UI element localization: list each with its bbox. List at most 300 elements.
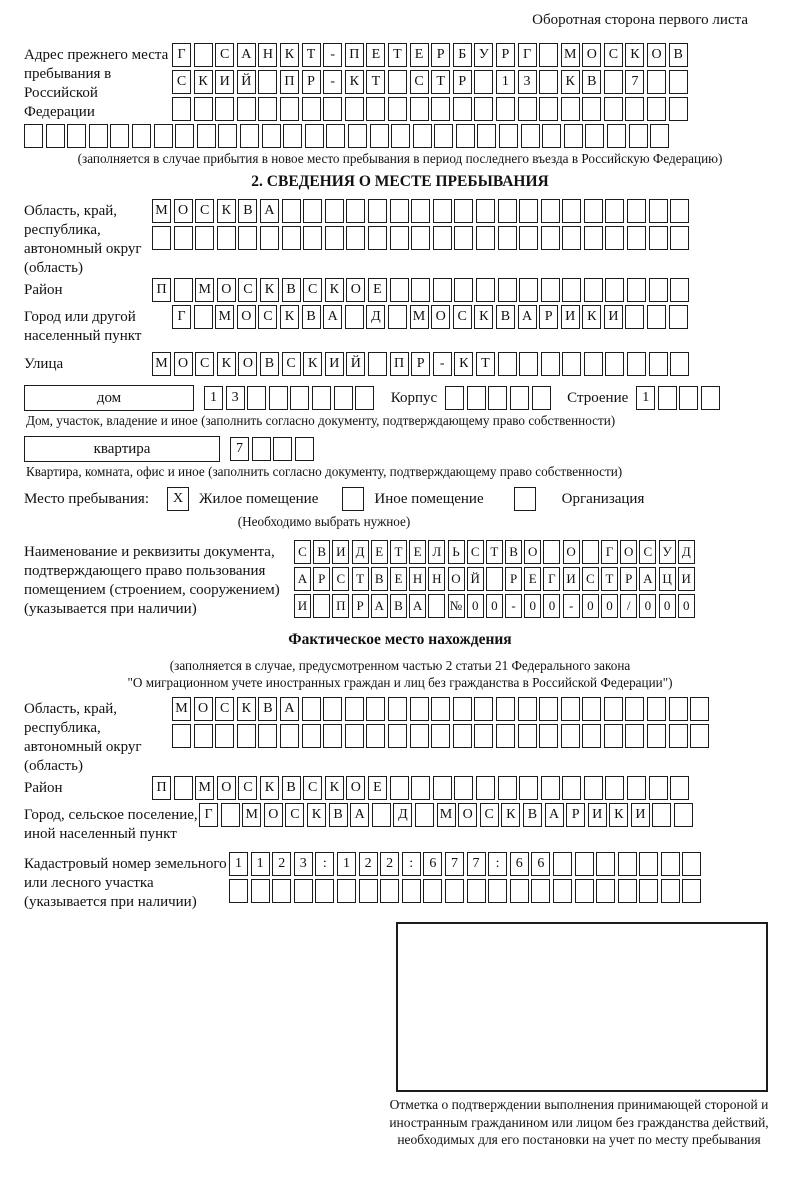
char-cell[interactable]: [313, 594, 330, 618]
char-cell[interactable]: М: [561, 43, 580, 67]
char-cell[interactable]: [627, 199, 646, 223]
char-cell[interactable]: В: [313, 540, 330, 564]
char-cell[interactable]: [453, 724, 472, 748]
char-cell[interactable]: [370, 124, 389, 148]
char-cell[interactable]: [388, 305, 407, 329]
char-cell[interactable]: [402, 879, 421, 903]
char-cell[interactable]: [669, 724, 688, 748]
char-cell[interactable]: [431, 97, 450, 121]
char-cell[interactable]: [498, 199, 517, 223]
char-cell[interactable]: [366, 697, 385, 721]
char-cell[interactable]: П: [390, 352, 409, 376]
char-cell[interactable]: [132, 124, 151, 148]
char-cell[interactable]: [649, 352, 668, 376]
char-cell[interactable]: [194, 305, 213, 329]
char-cell[interactable]: А: [280, 697, 299, 721]
char-cell[interactable]: [562, 352, 581, 376]
char-cell[interactable]: [194, 724, 213, 748]
char-cell[interactable]: [670, 278, 689, 302]
char-cell[interactable]: [650, 124, 669, 148]
char-cell[interactable]: [348, 124, 367, 148]
char-cell[interactable]: [294, 879, 313, 903]
char-cell[interactable]: О: [524, 540, 541, 564]
char-cell[interactable]: :: [315, 852, 334, 876]
char-cell[interactable]: [67, 124, 86, 148]
char-cell[interactable]: [194, 43, 213, 67]
char-cell[interactable]: С: [258, 305, 277, 329]
char-cell[interactable]: [411, 199, 430, 223]
char-cell[interactable]: П: [345, 43, 364, 67]
char-cell[interactable]: [303, 226, 322, 250]
char-cell[interactable]: [661, 879, 680, 903]
char-cell[interactable]: [410, 97, 429, 121]
char-cell[interactable]: [260, 226, 279, 250]
char-cell[interactable]: [282, 199, 301, 223]
char-cell[interactable]: [372, 803, 391, 827]
char-cell[interactable]: О: [448, 567, 465, 591]
char-cell[interactable]: [434, 124, 453, 148]
char-cell[interactable]: [445, 879, 464, 903]
char-cell[interactable]: [539, 724, 558, 748]
char-cell[interactable]: [498, 226, 517, 250]
char-cell[interactable]: [390, 776, 409, 800]
char-cell[interactable]: [273, 437, 292, 461]
char-cell[interactable]: [221, 803, 240, 827]
char-cell[interactable]: К: [561, 70, 580, 94]
char-cell[interactable]: С: [294, 540, 311, 564]
char-cell[interactable]: -: [563, 594, 580, 618]
char-cell[interactable]: -: [505, 594, 522, 618]
char-cell[interactable]: [238, 226, 257, 250]
char-cell[interactable]: [584, 199, 603, 223]
char-cell[interactable]: [670, 199, 689, 223]
checkbox-other-premises[interactable]: [342, 487, 364, 511]
char-cell[interactable]: [258, 97, 277, 121]
char-cell[interactable]: Р: [302, 70, 321, 94]
char-cell[interactable]: [553, 879, 572, 903]
char-cell[interactable]: В: [669, 43, 688, 67]
char-cell[interactable]: [477, 124, 496, 148]
char-cell[interactable]: К: [582, 305, 601, 329]
char-cell[interactable]: [496, 697, 515, 721]
char-cell[interactable]: [411, 776, 430, 800]
char-cell[interactable]: -: [323, 70, 342, 94]
char-cell[interactable]: [24, 124, 43, 148]
char-cell[interactable]: 2: [272, 852, 291, 876]
char-cell[interactable]: Т: [601, 567, 618, 591]
char-cell[interactable]: [388, 70, 407, 94]
char-cell[interactable]: [510, 386, 529, 410]
char-cell[interactable]: [618, 879, 637, 903]
char-cell[interactable]: [543, 540, 560, 564]
char-cell[interactable]: В: [329, 803, 348, 827]
char-cell[interactable]: Т: [366, 70, 385, 94]
char-cell[interactable]: С: [582, 567, 599, 591]
char-cell[interactable]: К: [237, 697, 256, 721]
char-cell[interactable]: [670, 226, 689, 250]
char-cell[interactable]: [625, 305, 644, 329]
char-cell[interactable]: В: [496, 305, 515, 329]
char-cell[interactable]: [604, 724, 623, 748]
char-cell[interactable]: 1: [496, 70, 515, 94]
char-cell[interactable]: [323, 697, 342, 721]
char-cell[interactable]: [486, 567, 503, 591]
char-cell[interactable]: С: [238, 776, 257, 800]
char-cell[interactable]: [541, 776, 560, 800]
char-cell[interactable]: [423, 879, 442, 903]
char-cell[interactable]: Г: [601, 540, 618, 564]
char-cell[interactable]: [46, 124, 65, 148]
char-cell[interactable]: К: [303, 352, 322, 376]
char-cell[interactable]: О: [238, 352, 257, 376]
char-cell[interactable]: [258, 70, 277, 94]
char-cell[interactable]: :: [402, 852, 421, 876]
char-cell[interactable]: [584, 352, 603, 376]
char-cell[interactable]: [669, 697, 688, 721]
char-cell[interactable]: 6: [423, 852, 442, 876]
char-cell[interactable]: [215, 97, 234, 121]
char-cell[interactable]: [474, 70, 493, 94]
char-cell[interactable]: [682, 879, 701, 903]
char-cell[interactable]: С: [604, 43, 623, 67]
char-cell[interactable]: 0: [582, 594, 599, 618]
char-cell[interactable]: [627, 352, 646, 376]
char-cell[interactable]: [303, 199, 322, 223]
char-cell[interactable]: О: [563, 540, 580, 564]
checkbox-organization[interactable]: [514, 487, 536, 511]
char-cell[interactable]: И: [588, 803, 607, 827]
char-cell[interactable]: [247, 386, 266, 410]
char-cell[interactable]: [476, 199, 495, 223]
char-cell[interactable]: [388, 697, 407, 721]
char-cell[interactable]: [345, 97, 364, 121]
char-cell[interactable]: [325, 199, 344, 223]
char-cell[interactable]: В: [238, 199, 257, 223]
char-cell[interactable]: С: [410, 70, 429, 94]
char-cell[interactable]: [388, 724, 407, 748]
char-cell[interactable]: [456, 124, 475, 148]
char-cell[interactable]: /: [620, 594, 637, 618]
char-cell[interactable]: [674, 803, 693, 827]
char-cell[interactable]: К: [474, 305, 493, 329]
char-cell[interactable]: [390, 278, 409, 302]
char-cell[interactable]: [453, 97, 472, 121]
char-cell[interactable]: Т: [476, 352, 495, 376]
char-cell[interactable]: [431, 697, 450, 721]
char-cell[interactable]: О: [264, 803, 283, 827]
char-cell[interactable]: [237, 97, 256, 121]
char-cell[interactable]: [605, 226, 624, 250]
char-cell[interactable]: [539, 97, 558, 121]
char-cell[interactable]: А: [237, 43, 256, 67]
char-cell[interactable]: [476, 776, 495, 800]
char-cell[interactable]: [337, 879, 356, 903]
char-cell[interactable]: [564, 124, 583, 148]
char-cell[interactable]: [428, 594, 445, 618]
char-cell[interactable]: [539, 70, 558, 94]
char-cell[interactable]: [390, 199, 409, 223]
char-cell[interactable]: В: [523, 803, 542, 827]
char-cell[interactable]: М: [152, 199, 171, 223]
char-cell[interactable]: П: [332, 594, 349, 618]
char-cell[interactable]: [295, 437, 314, 461]
char-cell[interactable]: [607, 124, 626, 148]
char-cell[interactable]: [194, 97, 213, 121]
char-cell[interactable]: [262, 124, 281, 148]
char-cell[interactable]: [539, 697, 558, 721]
char-cell[interactable]: Д: [366, 305, 385, 329]
char-cell[interactable]: К: [625, 43, 644, 67]
char-cell[interactable]: У: [474, 43, 493, 67]
char-cell[interactable]: [410, 697, 429, 721]
char-cell[interactable]: [661, 852, 680, 876]
char-cell[interactable]: [280, 724, 299, 748]
char-cell[interactable]: [474, 97, 493, 121]
char-cell[interactable]: [172, 97, 191, 121]
char-cell[interactable]: [345, 724, 364, 748]
char-cell[interactable]: 7: [445, 852, 464, 876]
char-cell[interactable]: О: [174, 199, 193, 223]
char-cell[interactable]: Ь: [448, 540, 465, 564]
char-cell[interactable]: П: [152, 278, 171, 302]
char-cell[interactable]: С: [172, 70, 191, 94]
char-cell[interactable]: [467, 879, 486, 903]
char-cell[interactable]: [605, 199, 624, 223]
char-cell[interactable]: [368, 199, 387, 223]
char-cell[interactable]: О: [194, 697, 213, 721]
char-cell[interactable]: С: [467, 540, 484, 564]
char-cell[interactable]: Т: [352, 567, 369, 591]
char-cell[interactable]: 6: [531, 852, 550, 876]
char-cell[interactable]: [454, 226, 473, 250]
char-cell[interactable]: 2: [359, 852, 378, 876]
char-cell[interactable]: [575, 879, 594, 903]
char-cell[interactable]: [454, 199, 473, 223]
char-cell[interactable]: А: [545, 803, 564, 827]
char-cell[interactable]: С: [215, 43, 234, 67]
char-cell[interactable]: К: [280, 43, 299, 67]
char-cell[interactable]: [627, 776, 646, 800]
char-cell[interactable]: [474, 697, 493, 721]
char-cell[interactable]: С: [215, 697, 234, 721]
char-cell[interactable]: [174, 278, 193, 302]
char-cell[interactable]: [215, 724, 234, 748]
char-cell[interactable]: [410, 724, 429, 748]
char-cell[interactable]: [359, 879, 378, 903]
char-cell[interactable]: К: [345, 70, 364, 94]
char-cell[interactable]: [605, 352, 624, 376]
char-cell[interactable]: [658, 386, 677, 410]
char-cell[interactable]: [433, 776, 452, 800]
char-cell[interactable]: [532, 386, 551, 410]
char-cell[interactable]: [282, 226, 301, 250]
char-cell[interactable]: [519, 278, 538, 302]
char-cell[interactable]: [518, 697, 537, 721]
char-cell[interactable]: [582, 724, 601, 748]
char-cell[interactable]: 0: [467, 594, 484, 618]
char-cell[interactable]: М: [410, 305, 429, 329]
char-cell[interactable]: В: [282, 278, 301, 302]
char-cell[interactable]: [388, 97, 407, 121]
char-cell[interactable]: [562, 776, 581, 800]
char-cell[interactable]: Ц: [659, 567, 676, 591]
char-cell[interactable]: [539, 43, 558, 67]
char-cell[interactable]: Г: [172, 43, 191, 67]
char-cell[interactable]: [467, 386, 486, 410]
char-cell[interactable]: [355, 386, 374, 410]
char-cell[interactable]: [585, 124, 604, 148]
char-cell[interactable]: [519, 776, 538, 800]
char-cell[interactable]: [605, 776, 624, 800]
char-cell[interactable]: [519, 226, 538, 250]
char-cell[interactable]: О: [217, 278, 236, 302]
char-cell[interactable]: Е: [524, 567, 541, 591]
char-cell[interactable]: [152, 226, 171, 250]
char-cell[interactable]: [433, 226, 452, 250]
char-cell[interactable]: [649, 278, 668, 302]
char-cell[interactable]: А: [294, 567, 311, 591]
char-cell[interactable]: [618, 852, 637, 876]
char-cell[interactable]: С: [195, 199, 214, 223]
char-cell[interactable]: [561, 724, 580, 748]
char-cell[interactable]: В: [302, 305, 321, 329]
char-cell[interactable]: [252, 437, 271, 461]
char-cell[interactable]: 1: [337, 852, 356, 876]
char-cell[interactable]: Т: [388, 43, 407, 67]
char-cell[interactable]: [345, 305, 364, 329]
char-cell[interactable]: [345, 697, 364, 721]
char-cell[interactable]: [175, 124, 194, 148]
char-cell[interactable]: А: [639, 567, 656, 591]
char-cell[interactable]: М: [195, 776, 214, 800]
char-cell[interactable]: [346, 199, 365, 223]
char-cell[interactable]: М: [215, 305, 234, 329]
char-cell[interactable]: 7: [467, 852, 486, 876]
char-cell[interactable]: А: [350, 803, 369, 827]
char-cell[interactable]: О: [647, 43, 666, 67]
char-cell[interactable]: [562, 199, 581, 223]
char-cell[interactable]: Е: [390, 567, 407, 591]
char-cell[interactable]: [518, 97, 537, 121]
char-cell[interactable]: Р: [496, 43, 515, 67]
char-cell[interactable]: [433, 278, 452, 302]
char-cell[interactable]: 0: [639, 594, 656, 618]
char-cell[interactable]: [302, 697, 321, 721]
char-cell[interactable]: [258, 724, 277, 748]
char-cell[interactable]: Б: [453, 43, 472, 67]
char-cell[interactable]: Й: [467, 567, 484, 591]
char-cell[interactable]: С: [303, 278, 322, 302]
char-cell[interactable]: 1: [229, 852, 248, 876]
char-cell[interactable]: [582, 540, 599, 564]
char-cell[interactable]: [519, 352, 538, 376]
char-cell[interactable]: [669, 70, 688, 94]
char-cell[interactable]: [433, 199, 452, 223]
char-cell[interactable]: [629, 124, 648, 148]
char-cell[interactable]: [218, 124, 237, 148]
char-cell[interactable]: [368, 352, 387, 376]
char-cell[interactable]: А: [518, 305, 537, 329]
char-cell[interactable]: М: [152, 352, 171, 376]
char-cell[interactable]: [474, 724, 493, 748]
char-cell[interactable]: [172, 724, 191, 748]
char-cell[interactable]: Г: [172, 305, 191, 329]
char-cell[interactable]: [604, 70, 623, 94]
char-cell[interactable]: Р: [411, 352, 430, 376]
char-cell[interactable]: [195, 226, 214, 250]
char-cell[interactable]: [649, 199, 668, 223]
char-cell[interactable]: О: [582, 43, 601, 67]
char-cell[interactable]: М: [195, 278, 214, 302]
char-cell[interactable]: [562, 278, 581, 302]
char-cell[interactable]: [411, 278, 430, 302]
char-cell[interactable]: [488, 879, 507, 903]
char-cell[interactable]: [562, 226, 581, 250]
house-type-box[interactable]: [24, 385, 194, 411]
char-cell[interactable]: Р: [620, 567, 637, 591]
char-cell[interactable]: О: [346, 776, 365, 800]
char-cell[interactable]: 2: [380, 852, 399, 876]
char-cell[interactable]: [670, 776, 689, 800]
char-cell[interactable]: Т: [390, 540, 407, 564]
char-cell[interactable]: Р: [453, 70, 472, 94]
checkbox-residential[interactable]: X: [167, 487, 189, 511]
char-cell[interactable]: А: [409, 594, 426, 618]
char-cell[interactable]: 3: [294, 852, 313, 876]
char-cell[interactable]: Р: [313, 567, 330, 591]
char-cell[interactable]: [305, 124, 324, 148]
char-cell[interactable]: [521, 124, 540, 148]
char-cell[interactable]: [431, 724, 450, 748]
char-cell[interactable]: [561, 697, 580, 721]
char-cell[interactable]: 0: [659, 594, 676, 618]
char-cell[interactable]: [542, 124, 561, 148]
char-cell[interactable]: [154, 124, 173, 148]
char-cell[interactable]: [582, 697, 601, 721]
char-cell[interactable]: Т: [431, 70, 450, 94]
char-cell[interactable]: [669, 305, 688, 329]
char-cell[interactable]: :: [488, 852, 507, 876]
char-cell[interactable]: [670, 352, 689, 376]
char-cell[interactable]: С: [332, 567, 349, 591]
char-cell[interactable]: [518, 724, 537, 748]
char-cell[interactable]: [315, 879, 334, 903]
char-cell[interactable]: 7: [230, 437, 249, 461]
char-cell[interactable]: [679, 386, 698, 410]
char-cell[interactable]: [380, 879, 399, 903]
char-cell[interactable]: О: [237, 305, 256, 329]
char-cell[interactable]: [647, 305, 666, 329]
char-cell[interactable]: К: [280, 305, 299, 329]
char-cell[interactable]: [312, 386, 331, 410]
char-cell[interactable]: [584, 278, 603, 302]
char-cell[interactable]: В: [390, 594, 407, 618]
char-cell[interactable]: А: [323, 305, 342, 329]
char-cell[interactable]: [366, 97, 385, 121]
char-cell[interactable]: [553, 852, 572, 876]
char-cell[interactable]: К: [454, 352, 473, 376]
char-cell[interactable]: [541, 199, 560, 223]
char-cell[interactable]: Е: [368, 278, 387, 302]
char-cell[interactable]: [251, 879, 270, 903]
char-cell[interactable]: А: [260, 199, 279, 223]
char-cell[interactable]: И: [563, 567, 580, 591]
char-cell[interactable]: 1: [204, 386, 223, 410]
char-cell[interactable]: [240, 124, 259, 148]
char-cell[interactable]: П: [280, 70, 299, 94]
char-cell[interactable]: [498, 776, 517, 800]
char-cell[interactable]: [302, 724, 321, 748]
